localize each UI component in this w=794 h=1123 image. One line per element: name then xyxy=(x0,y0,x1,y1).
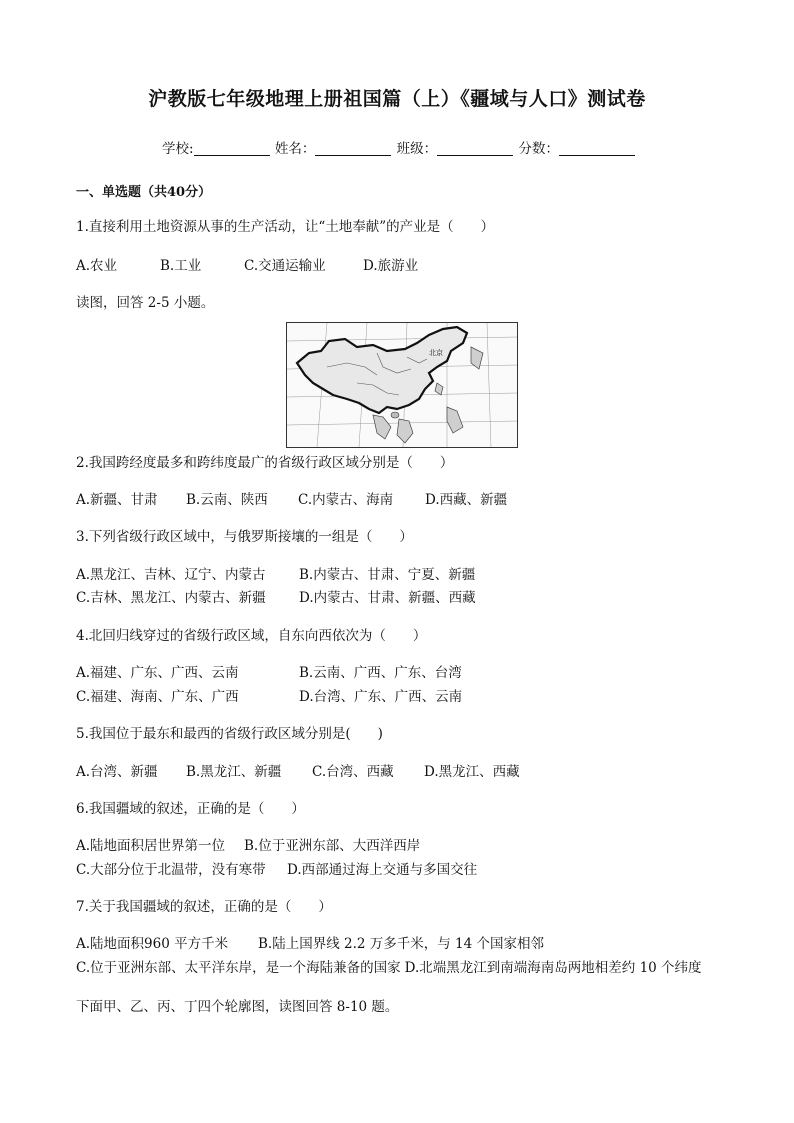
option-a: A.台湾、新疆 xyxy=(76,764,158,780)
read-map-instruction: 读图，回答 2-5 小题。 xyxy=(76,295,215,311)
option-a: A.陆地面积居世界第一位 xyxy=(76,838,226,854)
option-d: D.台湾、广东、广西、云南 xyxy=(299,689,463,705)
school-blank xyxy=(194,141,270,156)
student-info-line xyxy=(162,137,636,157)
school-label: 学校: xyxy=(162,141,194,157)
option-d: D.西藏、新疆 xyxy=(425,492,508,508)
china-border xyxy=(297,327,467,413)
question-7-stem: 7.关于我国疆域的叙述，正确的是（ ） xyxy=(76,899,332,915)
option-b: B.黑龙江、新疆 xyxy=(186,764,282,780)
option-a: A.黑龙江、吉林、辽宁、内蒙古 xyxy=(76,567,266,583)
option-c: C.福建、海南、广东、广西 xyxy=(76,689,239,705)
option-d: D.黑龙江、西藏 xyxy=(424,764,520,780)
question-7-options-row2 xyxy=(76,956,702,976)
question-5-options xyxy=(76,760,520,780)
question-4-stem: 4.北回归线穿过的省级行政区域，自东向西依次为（ ） xyxy=(76,628,427,644)
option-a: A.陆地面积960 平方千米 xyxy=(76,936,229,952)
option-a: A.农业 xyxy=(76,258,118,274)
name-blank xyxy=(315,141,391,156)
option-a: A.新疆、甘肃 xyxy=(76,492,158,508)
option-d: D.西部通过海上交通与多国交往 xyxy=(287,862,478,878)
class-blank xyxy=(437,141,513,156)
question-6-options-row2 xyxy=(76,858,477,878)
option-b: B.工业 xyxy=(160,258,202,274)
question-7-options-row1 xyxy=(76,932,544,952)
page-title: 沪教版七年级地理上册祖国篇（上）《疆域与人口》测试卷 xyxy=(148,88,646,110)
question-6-options-row1 xyxy=(76,834,420,854)
read-map-instruction-2: 下面甲、乙、丙、丁四个轮廓图，读图回答 8-10 题。 xyxy=(76,999,399,1015)
option-c: C.交通运输业 xyxy=(244,258,326,274)
china-map-image xyxy=(286,322,518,448)
question-3-stem: 3.下列省级行政区域中，与俄罗斯接壤的一组是（ ） xyxy=(76,529,413,545)
score-label: 分数： xyxy=(518,141,559,157)
option-d: D.旅游业 xyxy=(363,258,419,274)
question-4-options-row2 xyxy=(76,685,462,705)
option-a: A.福建、广东、广西、云南 xyxy=(76,665,239,681)
indochina-land xyxy=(373,415,391,439)
china-outline-map xyxy=(287,323,517,447)
option-b: B.陆上国界线 2.2 万多千米，与 14 个国家相邻 xyxy=(258,936,545,952)
score-blank xyxy=(559,141,635,156)
question-4-options-row1 xyxy=(76,661,462,681)
question-2-options xyxy=(76,488,507,508)
name-label: 姓名： xyxy=(274,141,316,157)
section-heading: 一、单选题（共40分） xyxy=(76,185,212,200)
question-3-options-row2 xyxy=(76,586,476,606)
option-b: B.云南、广西、广东、台湾 xyxy=(299,665,462,681)
class-label: 班级： xyxy=(396,141,438,157)
map-label-beijing: 北京 xyxy=(429,349,443,357)
option-c: C.台湾、西藏 xyxy=(312,764,394,780)
question-1-options xyxy=(76,254,418,274)
option-c: C.大部分位于北温带，没有寒带 xyxy=(76,862,266,878)
question-5-stem: 5.我国位于最东和最西的省级行政区域分别是( ) xyxy=(76,726,383,742)
option-d: D.北端黑龙江到南端海南岛两地相差约 10 个纬度 xyxy=(404,960,702,976)
option-b: B.内蒙古、甘肃、宁夏、新疆 xyxy=(299,567,476,583)
question-3-options-row1 xyxy=(76,563,475,583)
option-b: B.位于亚洲东部、大西洋西岸 xyxy=(244,838,421,854)
option-b: B.云南、陕西 xyxy=(186,492,268,508)
question-6-stem: 6.我国疆域的叙述，正确的是（ ） xyxy=(76,801,305,817)
option-d: D.内蒙古、甘肃、新疆、西藏 xyxy=(299,590,476,606)
option-c: C.吉林、黑龙江、内蒙古、新疆 xyxy=(76,590,266,606)
option-c: C.内蒙古、海南 xyxy=(298,492,394,508)
question-1-stem: 1.直接利用土地资源从事的生产活动，让“土地奉献”的产业是（ ） xyxy=(76,219,495,235)
question-2-stem: 2.我国跨经度最多和跨纬度最广的省级行政区域分别是（ ） xyxy=(76,455,454,471)
option-c: C.位于亚洲东部、太平洋东岸，是一个海陆兼备的国家 xyxy=(76,960,401,976)
